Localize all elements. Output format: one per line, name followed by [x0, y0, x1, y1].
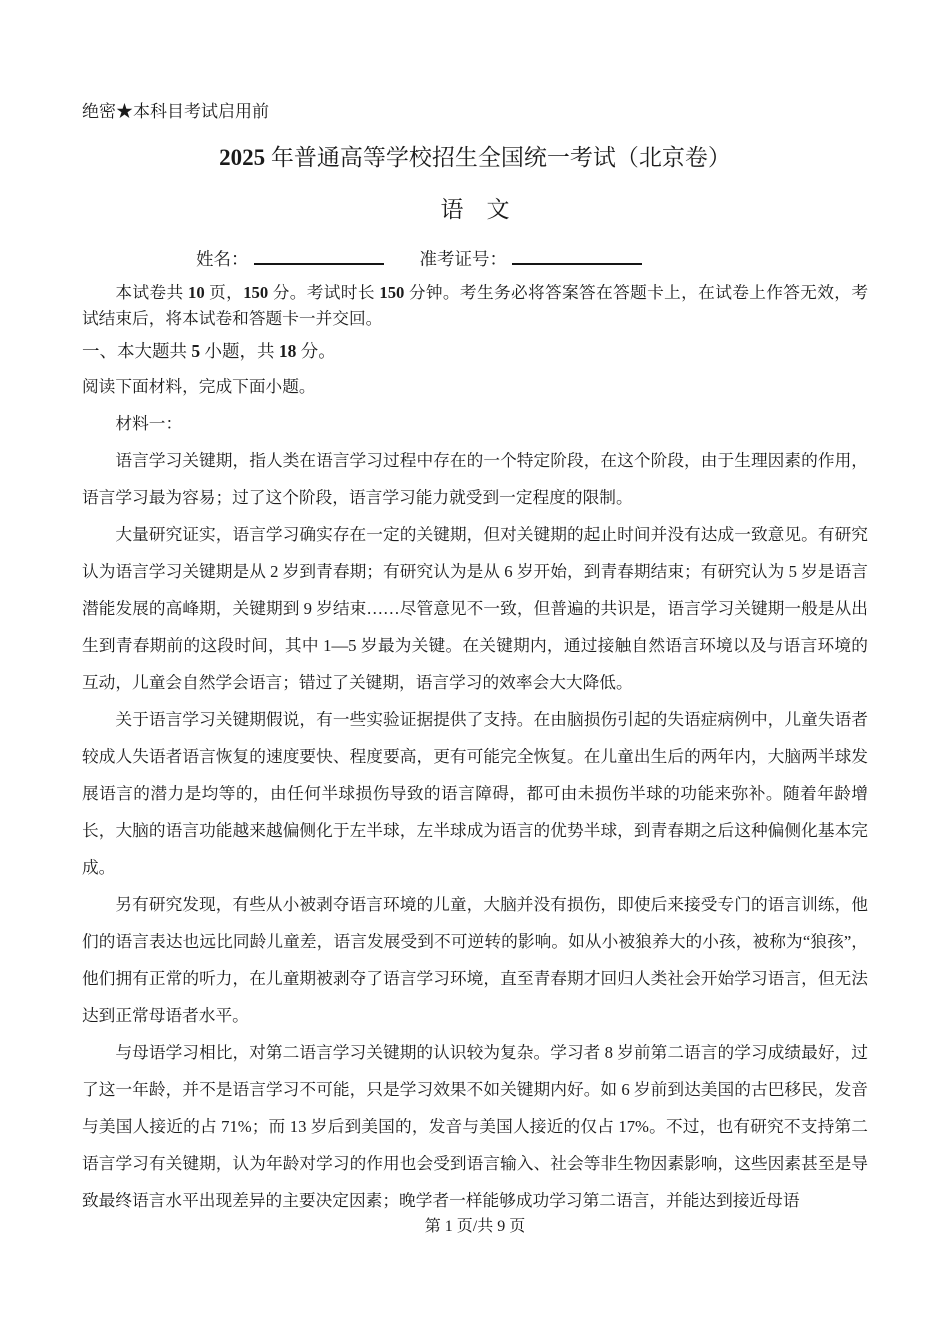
material-paragraph: 语言学习关键期，指人类在语言学习过程中存在的一个特定阶段，在这个阶段，由于生理因素的作用，语言学习最为容易；过了这个阶段，语言学习能力就受到一定程度的限制。 [82, 450, 868, 507]
security-notice: 绝密★本科目考试启用前 [82, 102, 269, 121]
material-one-label: 材料一： [115, 413, 183, 433]
material-paragraph: 与母语学习相比，对第二语言学习关键期的认识较为复杂。学习者 8 岁前第二语言的学习成绩最好，过了这一年龄，并不是语言学习不可能，只是学习效果不如关键期内好。如 6 岁前到达美国的古巴移民，发音与美国人接近的占 71%；而 13 岁后到美国的，发音与美国人接近的仅占 17%。不过，也有研究不支持第二语言学习有关键期，认为年龄对学习的作用也会受到语言输入、社会等非生物因素影响，这些因素甚至是导致最终语言水平出现差异的主要决定因素；晚学者一样能够成功学习第二语言，并能达到接近母语 [82, 1042, 868, 1210]
material-paragraph: 关于语言学习关键期假说，有一些实验证据提供了支持。在由脑损伤引起的失语症病例中，儿童失语者较成人失语者语言恢复的速度要快、程度要高，更有可能完全恢复。在儿童出生后的两年内，大脑两半球发展语言的潜力是均等的，由任何半球损伤导致的语言障碍，都可由未损伤半球的功能来弥补。随着年龄增长，大脑的语言功能越来越偏侧化于左半球，左半球成为语言的优势半球，到青春期之后这种偏侧化基本完成。 [82, 709, 868, 877]
admission-id-blank-line [512, 245, 642, 265]
candidate-info-row [82, 245, 868, 271]
name-blank-line [254, 245, 384, 265]
exam-title: 2025 年普通高等学校招生全国统一考试（北京卷） [219, 145, 731, 170]
subject-title: 语 文 [440, 197, 510, 222]
material-paragraph: 大量研究证实，语言学习确实存在一定的关键期，但对关键期的起止时间并没有达成一致意见。有研究认为语言学习关键期是从 2 岁到青春期；有研究认为是从 6 岁开始，到青春期结束；有研究认为 5 岁是语言潜能发展的高峰期，关键期到 9 岁结束……尽管意见不一致，但普遍的共识是，语言学习关键期一般是从出生到青春期前的这段时间，其中 1—5 岁最为关键。在关键期内，通过接触自然语言环境以及与语言环境的互动，儿童会自然学会语言；错过了关键期，语言学习的效率会大大降低。 [82, 524, 868, 692]
page-number-footer: 第 1 页/共 9 页 [424, 1218, 526, 1235]
exam-instructions: 本试卷共 10 页，150 分。考试时长 150 分钟。考生务必将答案答在答题卡上，在试卷上作答无效，考试结束后，将本试卷和答题卡一并交回。 [82, 282, 869, 328]
reading-intro: 阅读下面材料，完成下面小题。 [82, 376, 316, 396]
name-field [196, 245, 384, 271]
material-paragraph: 另有研究发现，有些从小被剥夺语言环境的儿童，大脑并没有损伤，即使后来接受专门的语言训练，他们的语言表达也远比同龄儿童差，语言发展受到不可逆转的影响。如从小被狼养大的小孩，被称为“狼孩”，他们拥有正常的听力，在儿童期被剥夺了语言学习环境，直至青春期才回归人类社会开始学习语言，但无法达到正常母语者水平。 [82, 894, 868, 1025]
section-one-heading: 一、本大题共 5 小题，共 18 分。 [82, 340, 336, 361]
admission-id-label: 准考证号： [419, 248, 507, 269]
admission-id-field [420, 245, 643, 271]
name-label: 姓名： [196, 248, 249, 269]
